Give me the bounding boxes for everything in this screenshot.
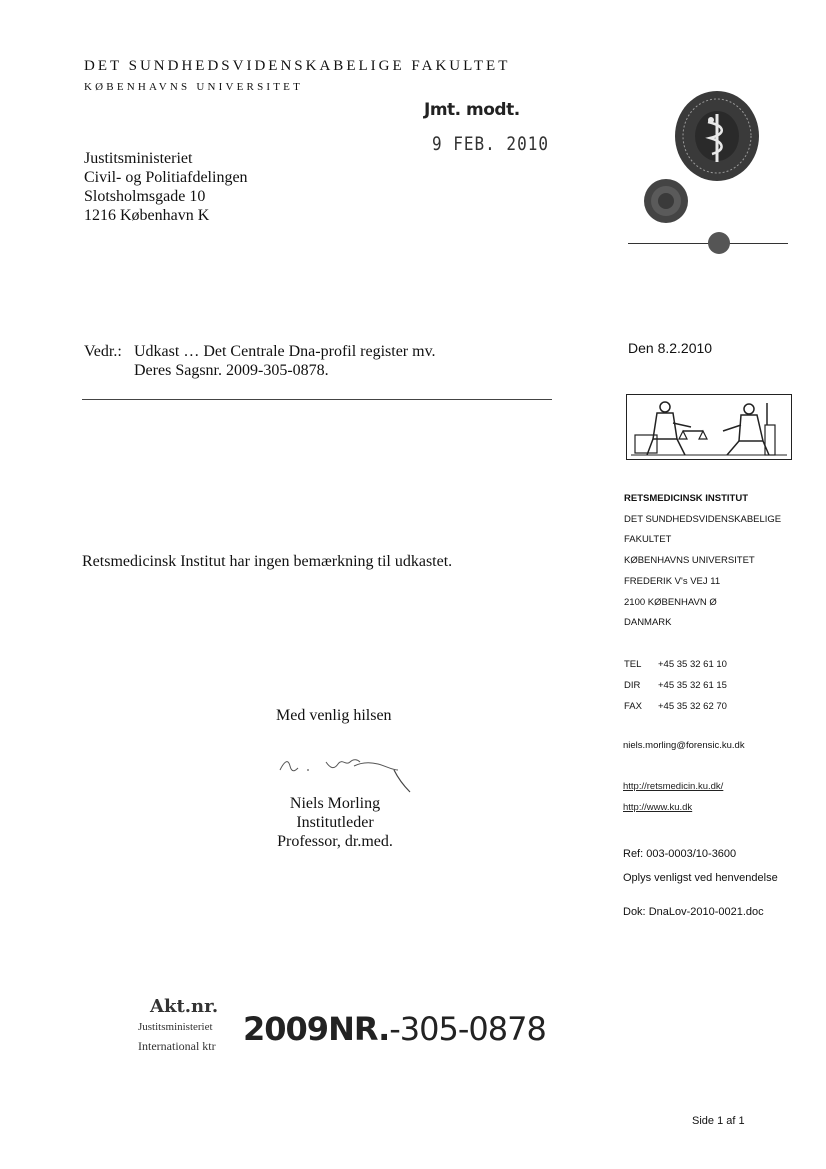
document-reference <box>623 906 764 918</box>
contact-key: TEL <box>624 659 642 670</box>
case-mid: NR. <box>328 1010 390 1048</box>
faculty-header: DET SUNDHEDSVIDENSKABELIGE FAKULTET <box>84 58 511 74</box>
case-number-stamp <box>243 1010 546 1048</box>
recipient-address <box>84 149 248 225</box>
closing-greeting: Med venlig hilsen <box>276 707 392 724</box>
recipient-line: Civil- og Politiafdelingen <box>84 169 248 186</box>
ref-label: Ref: <box>623 848 644 860</box>
signatory-block <box>255 794 415 851</box>
contact-numbers <box>624 654 727 717</box>
sender-line: FAKULTET <box>624 534 672 546</box>
handwritten-signature <box>270 740 420 796</box>
sender-address <box>624 489 781 634</box>
dok-label: Dok: <box>623 906 646 918</box>
justice-illustration-icon <box>626 394 792 460</box>
signatory-name: Niels Morling <box>289 795 381 812</box>
ref-note: Oplys venligst ved henvendelse <box>623 872 778 884</box>
reference-block <box>623 842 778 890</box>
divider-dot-icon <box>708 232 730 254</box>
university-seal-icon <box>674 90 760 182</box>
ref-value: 003-0003/10-3600 <box>646 848 737 860</box>
page-number: Side 1 af 1 <box>692 1115 745 1127</box>
stamp-office: International ktr <box>138 1039 216 1053</box>
recipient-line: Justitsministeriet <box>84 150 193 167</box>
sender-line: KØBENHAVNS UNIVERSITET <box>624 555 755 567</box>
subject-label: Vedr.: <box>84 343 122 360</box>
contact-key: DIR <box>624 680 641 691</box>
university-header: KØBENHAVNS UNIVERSITET <box>84 81 304 93</box>
letter-date: Den 8.2.2010 <box>628 340 713 356</box>
contact-value: +45 35 32 61 15 <box>658 680 727 691</box>
secondary-seal-icon <box>643 178 689 224</box>
received-stamp-label: Jmt. modt. <box>424 100 520 120</box>
signatory-degree: Professor, dr.med. <box>277 833 393 850</box>
subject-divider <box>82 399 552 400</box>
contact-row <box>624 675 727 696</box>
contact-row <box>624 654 727 675</box>
stamp-ministry: Justitsministeriet <box>138 1021 213 1033</box>
subject-line: Udkast … Det Centrale Dna-profil register mv. <box>134 343 436 360</box>
contact-row <box>624 696 727 717</box>
contact-key: FAX <box>624 701 642 712</box>
dok-value: DnaLov-2010-0021.doc <box>648 906 764 918</box>
sender-line: DET SUNDHEDSVIDENSKABELIGE <box>624 513 782 525</box>
sender-line: 2100 KØBENHAVN Ø <box>624 596 717 608</box>
sender-email[interactable]: niels.morling@forensic.ku.dk <box>623 740 745 751</box>
link-retsmedicin[interactable]: http://retsmedicin.ku.dk/ <box>623 781 724 792</box>
recipient-line: Slotsholmsgade 10 <box>84 188 206 205</box>
sender-line: DANMARK <box>624 617 672 629</box>
sender-name: RETSMEDICINSK INSTITUT <box>624 493 749 504</box>
sender-line: FREDERIK V's VEJ 11 <box>624 575 721 587</box>
subject-block <box>84 342 436 380</box>
case-suffix: -305-0878 <box>389 1010 546 1048</box>
letter-body: Retsmedicinsk Institut har ingen bemærkning til udkastet. <box>82 553 453 570</box>
link-ku[interactable]: http://www.ku.dk <box>623 802 693 813</box>
contact-value: +45 35 32 61 10 <box>658 659 727 670</box>
contact-value: +45 35 32 62 70 <box>658 701 727 712</box>
akt-number-label: Akt.nr. <box>150 996 219 1017</box>
received-stamp-date: 9 FEB. 2010 <box>432 132 549 155</box>
case-prefix: 2009 <box>243 1010 329 1048</box>
recipient-line: 1216 København K <box>84 207 210 224</box>
signatory-title: Institutleder <box>296 814 374 831</box>
subject-case-number: Deres Sagsnr. 2009-305-0878. <box>134 362 329 379</box>
